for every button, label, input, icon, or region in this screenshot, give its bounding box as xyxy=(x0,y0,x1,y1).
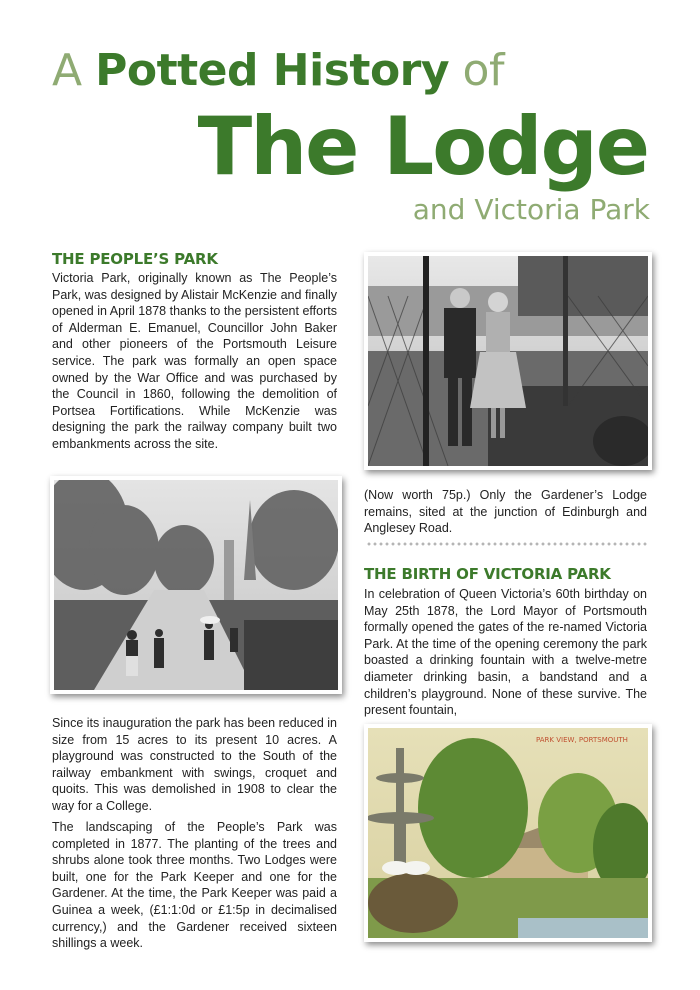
paragraph-landscaping: The landscaping of the People’s Park was completed in 1877. The planting of the trees and shrubs alone took three months. Two Lodges were built, one for the Park Keeper and one for the Gardener. At the time, the Park Keeper was paid a Guinea a week, (£1:1:0d or £1:5p in decimalised currency,) and the Gardener received sixteen shillings a week. xyxy=(52,820,337,951)
photo-victoria-park-avenue xyxy=(50,476,342,694)
paragraph-lodge-continuation: (Now worth 75p.) Only the Gardener’s Lodge remains, sited at the junction of Edinburgh and Anglesey Road. xyxy=(364,488,647,536)
page-title: The Lodge xyxy=(197,100,648,193)
dotted-divider xyxy=(366,542,648,546)
photo-park-avenue-image xyxy=(54,480,338,690)
photo-park-view-postcard xyxy=(364,724,652,942)
title-emphasis: Potted History xyxy=(95,45,450,96)
section-heading-peoples-park: THE PEOPLE’S PARK xyxy=(52,250,218,268)
section-heading-birth-of-victoria-park: THE BIRTH OF VICTORIA PARK xyxy=(364,565,611,583)
paragraph-birth-of-victoria-park: In celebration of Queen Victoria’s 60th birthday on May 25th 1878, the Lord Mayor of Portsmouth formally opened the gates of the re-named Victoria Park. At the time of the opening ceremony the park boasted a drinking fountain with a twelve-metre diameter drinking basin, a bandstand and a children’s playground. None of these survive. The present fountain, xyxy=(364,587,647,718)
paragraph-peoples-park: Victoria Park, originally known as The People’s Park, was designed by Alistair McKenzie and finally opened in April 1878 thanks to the persistent efforts of Alderman E. Emanuel, Councillor John Baker and other pioneers of the Portsmouth Leisure service. The park was formally an open space owned by the War Office and was purchased by the Council in 1860, following the demolition of Portsea Fortifications. While McKenzie was designing the park the railway company built two embankments across the site. xyxy=(52,271,337,451)
postcard-caption: PARK VIEW, PORTSMOUTH xyxy=(536,736,628,744)
paragraph-park-reduction: Since its inauguration the park has been reduced in size from 15 acres to its present 10 acres. A playground was constructed to the South of the railway embankment with swings, croquet and quoits. This was demolished in 1908 to clear the way for a College. xyxy=(52,716,337,813)
page-subtitle: and Victoria Park xyxy=(412,193,650,226)
photo-couple-image xyxy=(368,256,648,466)
title-prefix: A xyxy=(52,45,82,96)
photo-couple-at-gate xyxy=(364,252,652,470)
title-suffix: of xyxy=(462,45,504,96)
title-line-1 xyxy=(52,42,504,100)
photo-park-view-image xyxy=(368,728,648,938)
